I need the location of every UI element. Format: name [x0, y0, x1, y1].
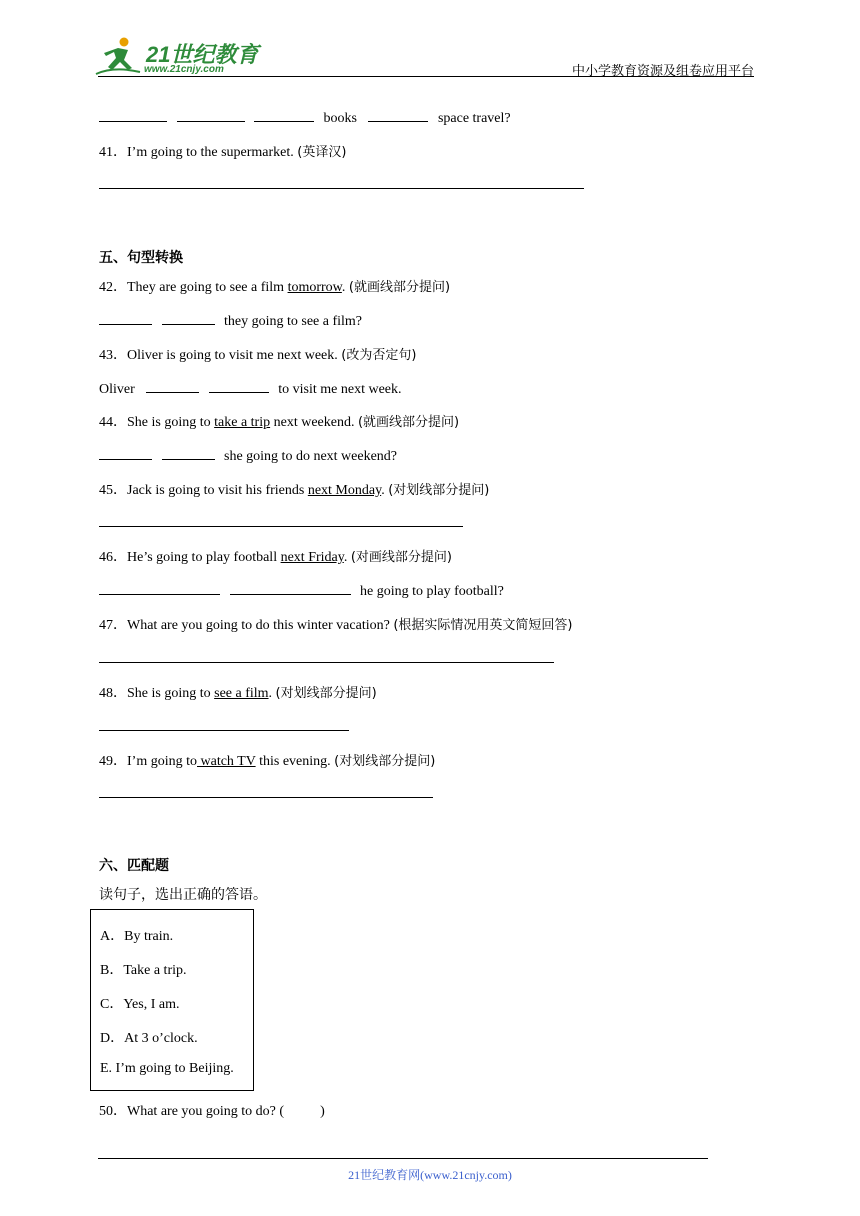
- question-text: I’m going to: [127, 754, 197, 769]
- question-46: [99, 546, 452, 566]
- answer-blank[interactable]: [230, 580, 351, 595]
- question-instruction: (对划线部分提问): [334, 754, 436, 769]
- logo-url: www.21cnjy.com: [144, 64, 224, 75]
- answer-blank[interactable]: [162, 445, 215, 460]
- question-instruction: (英译汉): [297, 145, 347, 160]
- answer-blank[interactable]: [99, 580, 220, 595]
- question-number: 46．: [99, 550, 127, 565]
- question-text: What are you going to do? (: [127, 1104, 285, 1119]
- question-number: 49．: [99, 754, 127, 769]
- underlined-phrase: next Friday: [280, 550, 344, 565]
- question-number: 47．: [99, 618, 127, 633]
- answer-blank[interactable]: [368, 107, 428, 122]
- question-text: .: [268, 686, 276, 701]
- question-number: 50．: [99, 1104, 127, 1119]
- option-c: C．Yes, I am.: [100, 997, 180, 1012]
- underlined-phrase: next Monday: [307, 483, 382, 498]
- question-text: next weekend.: [270, 415, 358, 430]
- answer-line[interactable]: [99, 730, 349, 731]
- underlined-phrase: see a film: [214, 686, 269, 701]
- question-instruction: (改为否定句): [341, 348, 417, 363]
- runner-logo-icon: [94, 36, 144, 76]
- question-text: Oliver is going to visit me next week.: [127, 348, 342, 363]
- answer-blank[interactable]: [162, 310, 215, 325]
- q42-fill-line: [99, 310, 362, 330]
- question-42: [99, 276, 450, 296]
- question-text: She is going to: [127, 686, 215, 701]
- question-instruction: (对画线部分提问): [350, 550, 452, 565]
- question-number: 45．: [99, 483, 127, 498]
- logo: [94, 36, 259, 78]
- underlined-phrase: tomorrow: [287, 280, 342, 295]
- question-instruction: (就画线部分提问): [357, 415, 460, 430]
- answer-blank[interactable]: [146, 378, 199, 393]
- q40-word-space-travel: space travel?: [437, 111, 511, 126]
- option-a: A．By train.: [100, 929, 174, 944]
- answer-line[interactable]: [99, 662, 554, 663]
- q46-fill-line: [99, 580, 504, 600]
- q44-fill-line: [99, 445, 397, 465]
- q40-word-books: books: [323, 111, 357, 126]
- question-text: .: [341, 280, 349, 295]
- question-text: He’s going to play football: [127, 550, 281, 565]
- q43-fill-line: [99, 378, 402, 398]
- question-44: [99, 411, 459, 431]
- answer-blank[interactable]: [99, 107, 167, 122]
- fill-text: he going to play football?: [360, 584, 504, 599]
- question-48: [99, 682, 377, 702]
- option-e: E. I’m going to Beijing.: [100, 1061, 234, 1076]
- question-49: [99, 750, 435, 770]
- question-text: What are you going to do this winter vacation?: [127, 618, 394, 633]
- answer-blank[interactable]: [99, 445, 152, 460]
- question-number: 43．: [99, 348, 127, 363]
- q40-fill-line: [99, 107, 511, 127]
- question-instruction: (就画线部分提问): [348, 280, 451, 295]
- section-instruction: 读句子，选出正确的答语。: [99, 887, 267, 903]
- question-43: [99, 344, 416, 364]
- question-50: [99, 1100, 325, 1120]
- header-divider: [98, 76, 754, 77]
- answer-line[interactable]: [99, 188, 584, 189]
- question-41: [99, 141, 346, 161]
- question-text: I’m going to the supermarket.: [127, 145, 298, 160]
- question-instruction: (对划线部分提问): [388, 483, 490, 498]
- question-45: [99, 479, 489, 499]
- answer-blank[interactable]: [177, 107, 245, 122]
- fill-text: they going to see a film?: [224, 314, 363, 329]
- question-instruction: (根据实际情况用英文简短回答): [393, 618, 573, 633]
- question-number: 48．: [99, 686, 127, 701]
- question-text: Jack is going to visit his friends: [127, 483, 308, 498]
- underlined-phrase: watch TV: [197, 754, 256, 769]
- platform-title: 中小学教育资源及组卷应用平台: [571, 64, 754, 79]
- section-title: 五、句型转换: [99, 250, 183, 266]
- question-instruction: (对划线部分提问): [275, 686, 377, 701]
- question-text: She is going to: [127, 415, 215, 430]
- question-number: 42．: [99, 280, 127, 295]
- answer-line[interactable]: [99, 797, 433, 798]
- fill-lead: Oliver: [99, 382, 135, 397]
- question-text-close: ): [320, 1104, 325, 1119]
- section-title: 六、匹配题: [99, 858, 169, 874]
- question-text: this evening.: [255, 754, 335, 769]
- question-47: [99, 614, 572, 634]
- option-b: B．Take a trip.: [100, 963, 187, 978]
- question-text: .: [381, 483, 389, 498]
- question-number: 44．: [99, 415, 127, 430]
- fill-text: to visit me next week.: [278, 382, 402, 397]
- answer-line[interactable]: [99, 526, 463, 527]
- footer-divider: [98, 1158, 708, 1159]
- answer-blank[interactable]: [209, 378, 269, 393]
- underlined-phrase: take a trip: [214, 415, 271, 430]
- question-number: 41．: [99, 145, 127, 160]
- option-d: D．At 3 o’clock.: [100, 1031, 198, 1046]
- answer-blank[interactable]: [99, 310, 152, 325]
- footer-text: 21世纪教育网(www.21cnjy.com): [348, 1168, 512, 1182]
- answer-blank[interactable]: [254, 107, 314, 122]
- question-text: They are going to see a film: [127, 280, 288, 295]
- options-box: [90, 909, 254, 1091]
- question-text: .: [343, 550, 351, 565]
- logo-text: 21世纪教育: [146, 42, 259, 67]
- fill-text: she going to do next weekend?: [224, 449, 398, 464]
